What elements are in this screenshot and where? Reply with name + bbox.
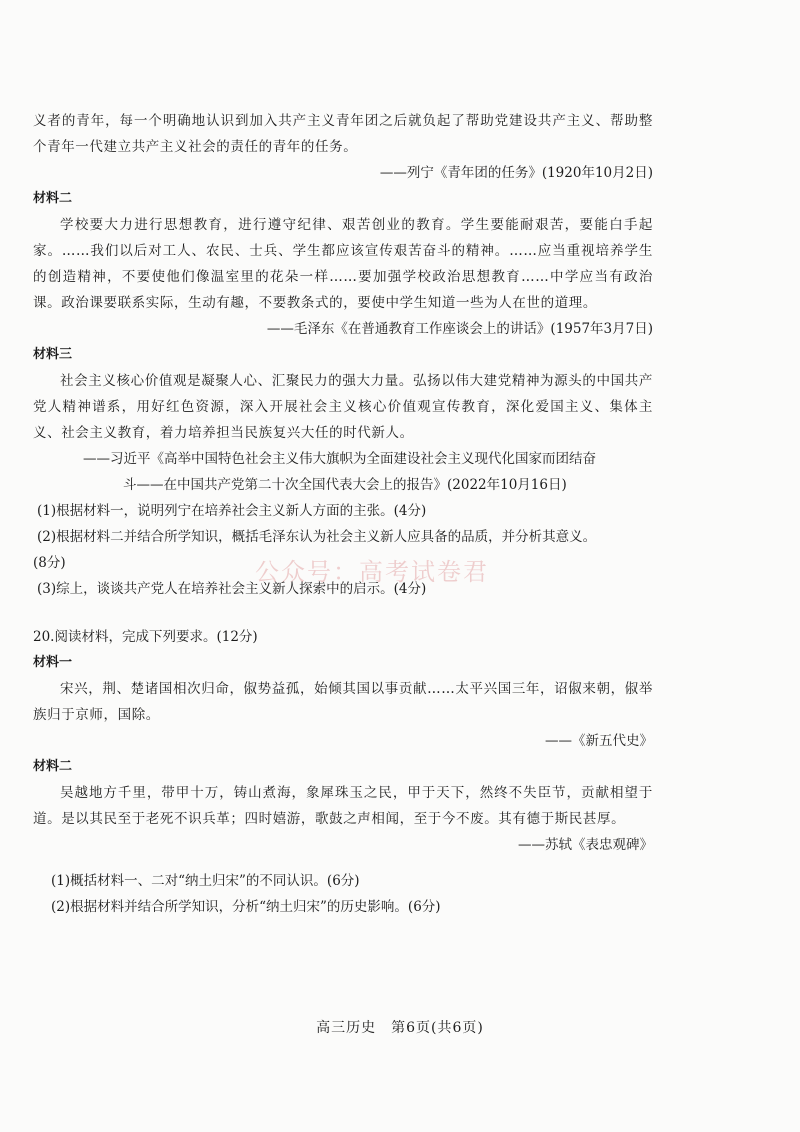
material3-source-line2: 斗——在中国共产党第二十次全国代表大会上的报告》(2022年10月16日) — [123, 477, 567, 493]
q19-sub1: (1)根据材料一，说明列宁在培养社会主义新人方面的主张。(4分) — [37, 503, 427, 519]
q20-material2-source: ——苏轼《表忠观碑》 — [518, 837, 653, 853]
material2-text: 学校要大力进行思想教育，进行遵守纪律、艰苦创业的教育。学生要能耐艰苦，要能白手起家。……我们以后对工人、农民、士兵、学生都应该宣传艰苦奋斗的精神。……应当重视培养学生的创造精神，不要使他们像温室里的花朵一样……要加强学校政治思想教育……中学应当有政治课。政治课要联系实际，生动有趣，不要教条式的，要使中学生知道一些为人在世的道理。 — [33, 217, 653, 311]
q20-material1-label: 材料一 — [33, 655, 73, 670]
q19-sub3: (3)综上，谈谈共产党人在培养社会主义新人探索中的启示。(4分) — [37, 581, 427, 597]
q20-title: 20.阅读材料，完成下列要求。(12分) — [33, 629, 258, 645]
q20-material2-label: 材料二 — [33, 759, 73, 774]
q19-sub2-line2: (8分) — [33, 555, 66, 571]
page-content — [33, 108, 653, 920]
material3-source-line1: ——习近平《高举中国特色社会主义伟大旗帜为全面建设社会主义现代化国家而团结奋 — [83, 451, 596, 467]
q20-sub2: (2)根据材料并结合所学知识，分析“纳土归宋”的历史影响。(6分) — [51, 899, 441, 915]
watermark-text: 公众号：高考试卷君 — [255, 558, 489, 586]
question-gap — [33, 858, 653, 868]
material2-label: 材料二 — [33, 191, 73, 206]
material2-source: ——毛泽东《在普通教育工作座谈会上的讲话》(1957年3月7日) — [266, 321, 653, 337]
material3-text: 社会主义核心价值观是凝聚人心、汇聚民力的强大力量。弘扬以伟大建党精神为源头的中国共产党人精神谱系，用好红色资源，深入开展社会主义核心价值观宣传教育，深化爱国主义、集体主义、社会主义教育，着力培养担当民族复兴大任的时代新人。 — [33, 373, 653, 441]
page-footer: 高三历史 第6页(共6页) — [316, 1020, 484, 1036]
section-gap — [33, 602, 653, 624]
q20-material1-text: 宋兴，荆、楚诸国相次归命，俶势益孤，始倾其国以事贡献……太平兴国三年，诏俶来朝，俶举族归于京师，国除。 — [33, 681, 653, 723]
q20-material1-source: ——《新五代史》 — [545, 733, 653, 749]
q20-sub1: (1)概括材料一、二对“纳土归宋”的不同认识。(6分) — [51, 873, 360, 889]
material3-label: 材料三 — [33, 347, 73, 362]
q20-material2-text: 吴越地方千里，带甲十万，铸山煮海，象犀珠玉之民，甲于天下，然终不失臣节，贡献相望于道。是以其民至于老死不识兵革；四时嬉游，歌鼓之声相闻，至于今不废。其有德于斯民甚厚。 — [33, 785, 653, 827]
material1-source: ——列宁《青年团的任务》(1920年10月2日) — [379, 165, 653, 181]
q19-sub2-line1: (2)根据材料二并结合所学知识，概括毛泽东认为社会主义新人应具备的品质，并分析其意义。 — [37, 529, 597, 545]
material1-tail-text: 义者的青年，每一个明确地认识到加入共产主义青年团之后就负起了帮助党建设共产主义、帮助整个青年一代建立共产主义社会的责任的青年的任务。 — [33, 113, 653, 155]
